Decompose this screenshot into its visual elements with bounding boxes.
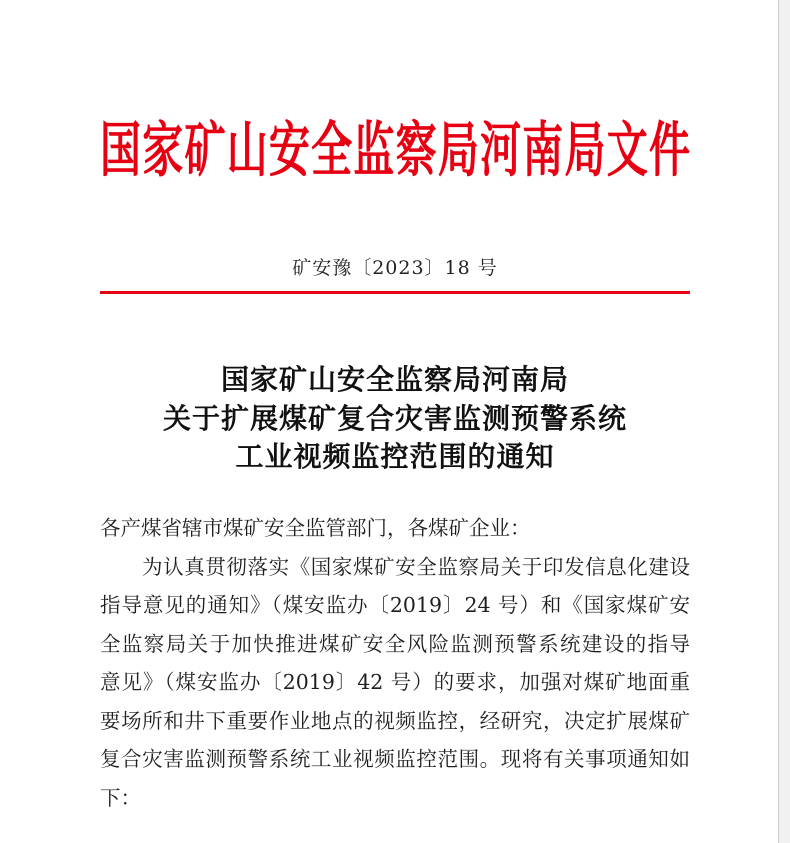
body-line: 指导意见的通知》（煤安监办〔2019〕24 号）和《国家煤矿安	[100, 593, 690, 617]
body-line: 意见》（煤安监办〔2019〕42 号）的要求，加强对煤矿地面重	[100, 670, 690, 694]
body-paragraph	[100, 548, 690, 818]
body-line: 复合灾害监测预警系统工业视频监控范围。现将有关事项通知如	[100, 747, 690, 771]
doc-number: 矿安豫〔2023〕18 号	[292, 257, 498, 279]
body-line: 为认真贯彻落实《国家煤矿安全监察局关于印发信息化建设	[142, 554, 690, 579]
body-line: 下：	[100, 785, 141, 810]
page-edge	[778, 0, 790, 843]
body-line: 要场所和井下重要作业地点的视频监控，经研究，决定扩展煤矿	[100, 708, 690, 733]
red-divider	[100, 291, 690, 294]
notice-title-line: 关于扩展煤矿复合灾害监测预警系统	[162, 401, 627, 435]
body-text	[100, 509, 690, 817]
header-title: 国家矿山安全监察局河南局文件	[100, 115, 690, 185]
notice-title-line: 工业视频监控范围的通知	[235, 440, 555, 473]
body-line: 全监察局关于加快推进煤矿安全风险监测预警系统建设的指导	[100, 631, 690, 656]
notice-title-line: 国家矿山安全监察局河南局	[220, 363, 569, 396]
salutation: 各产煤省辖市煤矿安全监管部门，各煤矿企业：	[100, 516, 531, 540]
notice-title	[100, 361, 690, 477]
